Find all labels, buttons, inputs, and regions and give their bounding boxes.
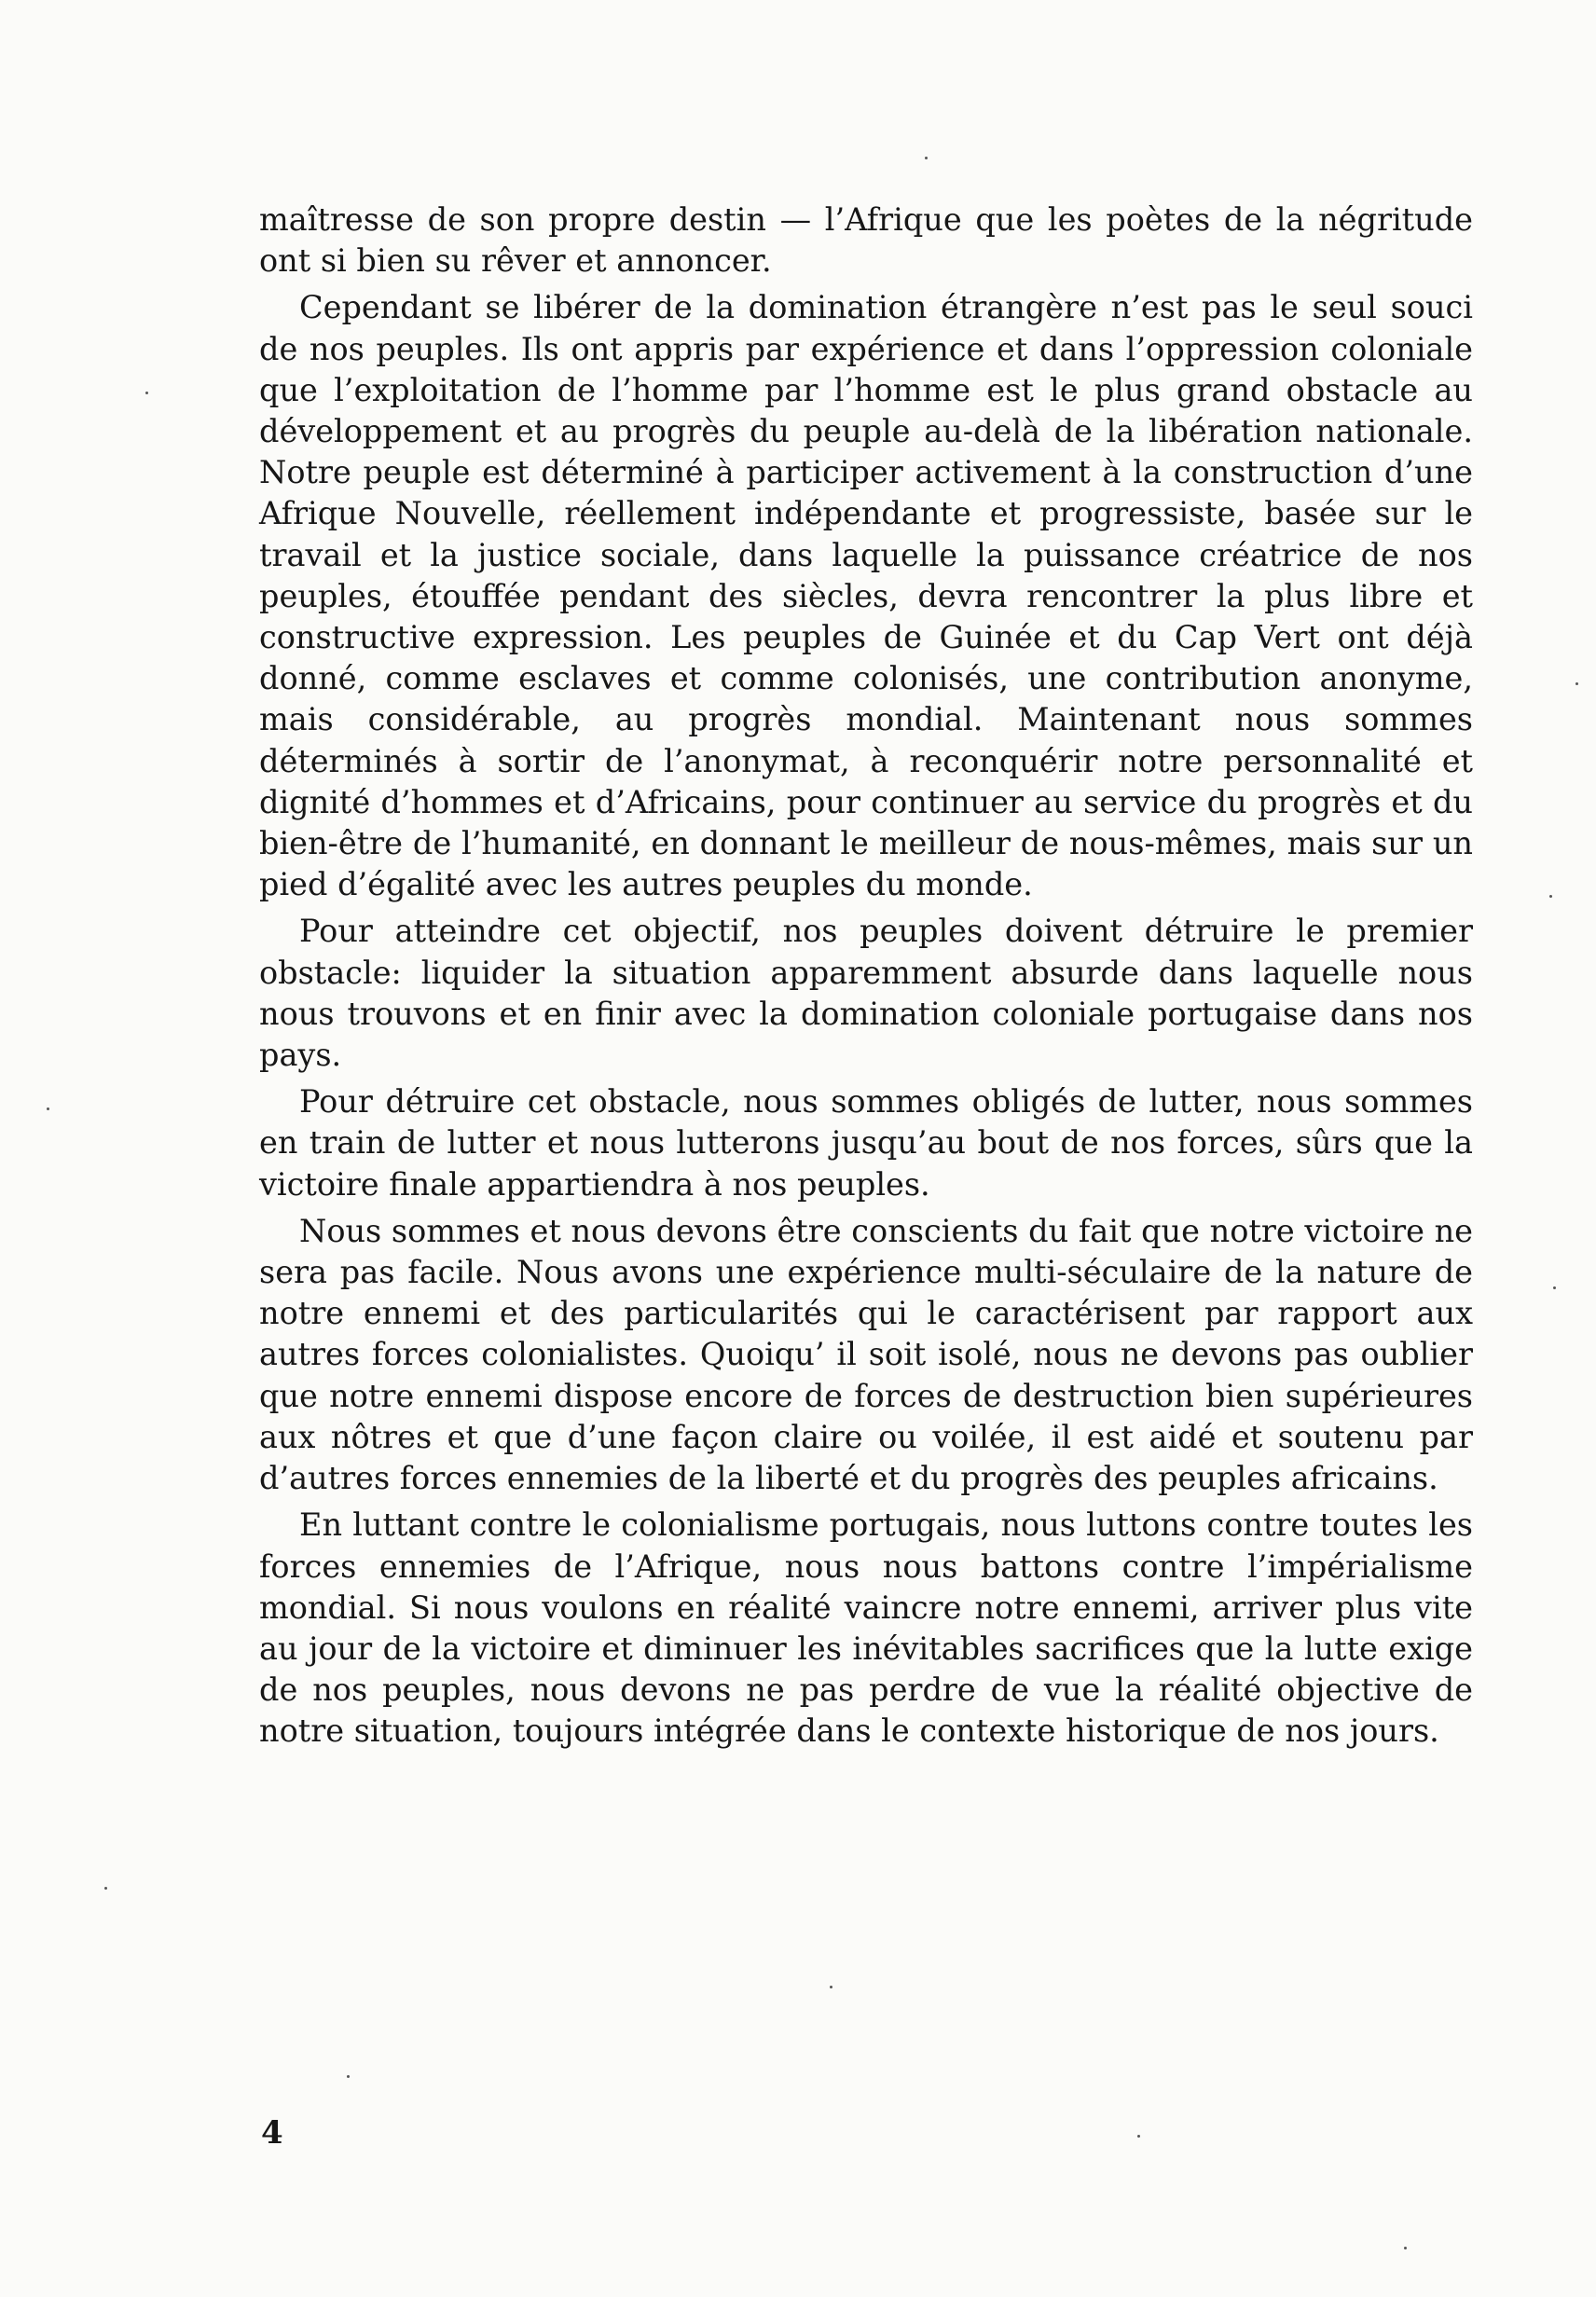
scan-speck bbox=[1137, 2135, 1140, 2138]
scan-speck bbox=[925, 157, 928, 159]
scan-speck bbox=[1404, 2247, 1407, 2249]
scan-speck bbox=[104, 1887, 107, 1890]
paragraph-4: Pour détruire cet obstacle, nous sommes obligés de lutter, nous sommes en train de lutter et nous lutterons jusqu’au bout de nos forces, sûrs que la victoire finale appartiendra à nos peuples. bbox=[259, 1083, 1473, 1203]
body-text bbox=[259, 199, 1473, 1758]
scan-speck bbox=[1549, 895, 1552, 898]
paragraph-1: maîtresse de son propre destin — l’Afrique que les poètes de la négritude ont si bien su rêver et annoncer. bbox=[259, 201, 1473, 280]
scan-speck bbox=[145, 392, 148, 394]
paragraph-2: Cependant se libérer de la domination étrangère n’est pas le seul souci de nos peuples. Ils ont appris par expérience et dans l’oppression coloniale que l’exploitation de l’homme par l’homme est le plus grand obstacle au développement et au progrès du peuple au-delà de la libération nationale. Notre peuple est déterminé à participer activement à la construction d’une Afrique Nouvelle, réellement indépendante et progressiste, basée sur le travail et la justice sociale, dans laquelle la puissance créatrice de nos peuples, étouffée pendant des siècles, devra rencontrer la plus libre et constructive expression. Les peuples de Guinée et du Cap Vert ont déjà donné, comme esclaves et comme colonisés, une contribution anonyme, mais considérable, au progrès mondial. Maintenant nous sommes déterminés à sortir de l’anonymat, à reconquérir notre personnalité et dignité d’hommes et d’Africains, pour continuer au service du progrès et du bien-être de l’humanité, en donnant le meilleur de nous-mêmes, mais sur un pied d’égalité avec les autres peuples du monde. bbox=[259, 289, 1473, 903]
scan-speck bbox=[1553, 1286, 1556, 1289]
paragraph-6: En luttant contre le colonialisme portugais, nous luttons contre toutes les forces ennemies de l’Afrique, nous nous battons contre l’impérialisme mondial. Si nous voulons en réalité vaincre notre ennemi, arriver plus vite au jour de la victoire et diminuer les inévitables sacrifices que la lutte exige de nos peuples, nous devons ne pas perdre de vue la réalité objective de notre situation, toujours intégrée dans le contexte historique de nos jours. bbox=[259, 1506, 1473, 1750]
paragraph-3: Pour atteindre cet objectif, nos peuples doivent détruire le premier obstacle: liquider la situation apparemment absurde dans laquelle nous nous trouvons et en finir avec la domination coloniale portugaise dans nos pays. bbox=[259, 913, 1473, 1074]
scan-speck bbox=[1575, 682, 1578, 685]
page-number: 4 bbox=[261, 2114, 283, 2152]
paragraph-5: Nous sommes et nous devons être conscients du fait que notre victoire ne sera pas facile. Nous avons une expérience multi-séculaire de la nature de notre ennemi et des particularités qui le caractérisent par rapport aux autres forces colonialistes. Quoiqu’ il soit isolé, nous ne devons pas oublier que notre ennemi dispose encore de forces de destruction bien supérieures aux nôtres et que d’une façon claire ou voilée, il est aidé et soutenu par d’autres forces ennemies de la liberté et du progrès des peuples africains. bbox=[259, 1212, 1473, 1497]
scan-speck bbox=[47, 1107, 49, 1110]
scan-speck bbox=[830, 1986, 832, 1988]
scan-speck bbox=[347, 2075, 350, 2078]
